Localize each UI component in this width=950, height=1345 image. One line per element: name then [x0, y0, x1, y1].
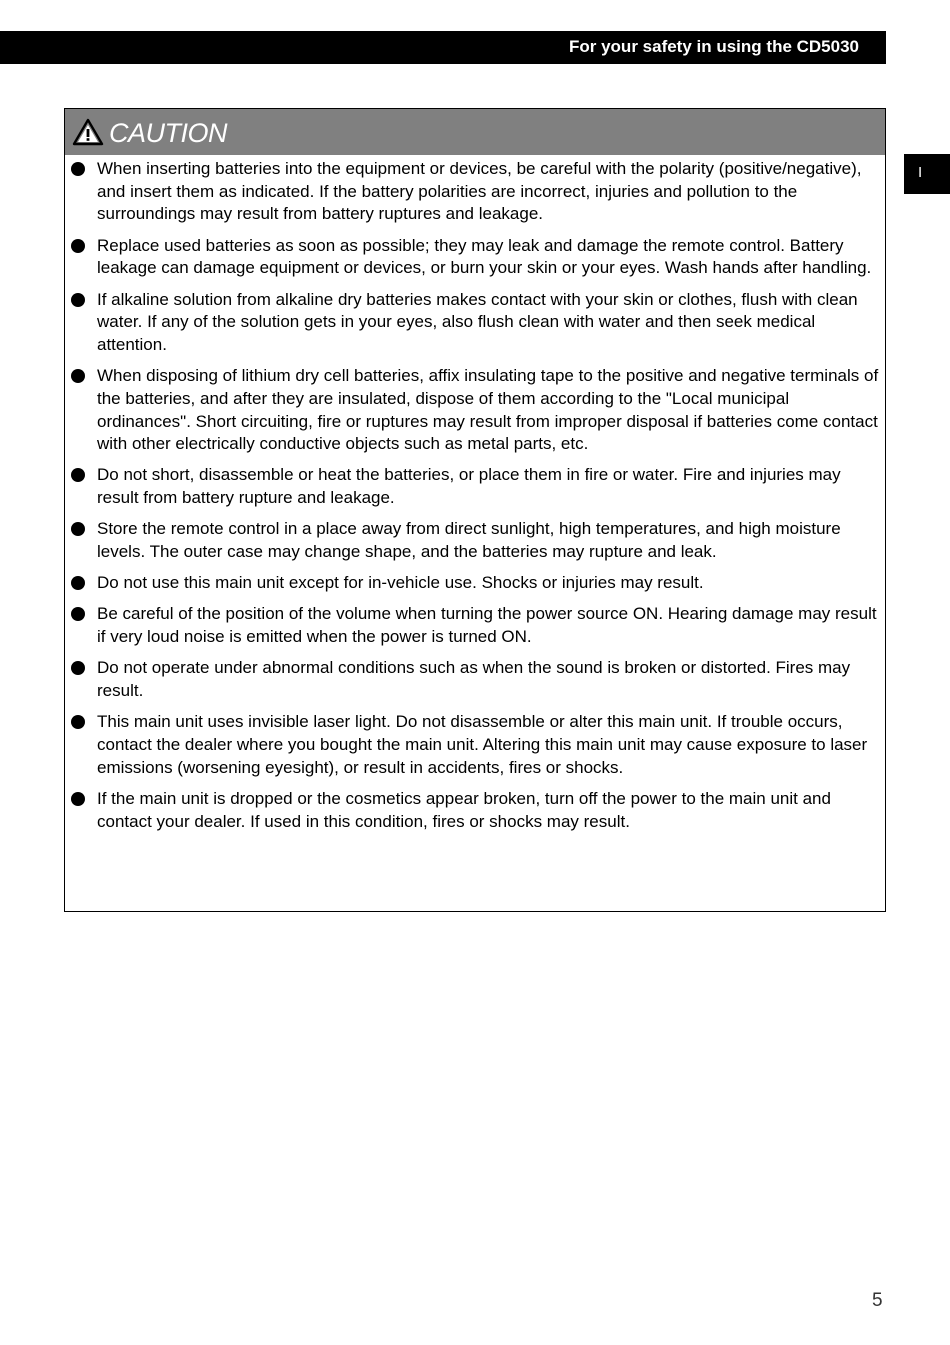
bullet-icon [71, 715, 85, 729]
caution-item [65, 289, 885, 357]
caution-item-text: If the main unit is dropped or the cosmetics appear broken, turn off the power to the main unit and contact your dealer. If used in this condition, fires or shocks may result. [97, 788, 831, 831]
header-title: For your safety in using the CD5030 [568, 37, 859, 56]
caution-item-text: Do not short, disassemble or heat the batteries, or place them in fire or water. Fire and injuries may result from battery rupture and leakage. [97, 465, 841, 508]
caution-item [65, 788, 885, 833]
bullet-icon [71, 239, 85, 253]
caution-box [64, 108, 886, 912]
bullet-icon [71, 661, 85, 675]
caution-item-text: Do not use this main unit except for in-vehicle use. Shocks or injuries may result. [97, 573, 704, 593]
bullet-icon [71, 369, 85, 383]
caution-item-text: When inserting batteries into the equipment or devices, be careful with the polarity (positive/negative), and insert them as indicated. If the battery polarities are incorrect, injuries and pollution to the surroundings may result from battery ruptures and leakage. [97, 159, 862, 224]
caution-item [65, 235, 885, 280]
caution-item [65, 464, 885, 509]
bullet-icon [71, 792, 85, 806]
caution-item [65, 572, 885, 595]
caution-item [65, 518, 885, 563]
caution-item-text: Store the remote control in a place away from direct sunlight, high temperatures, and high moisture levels. The outer case may change shape, and the batteries may rupture and leak. [97, 519, 841, 562]
caution-item-text: When disposing of lithium dry cell batteries, affix insulating tape to the positive and negative terminals of the batteries, and after they are insulated, dispose of them according to the "Local municipal ordinances". Short circuiting, fire or ruptures may result from improper disposal if batteries come contact with other electrically conductive objects such as metal parts, etc. [97, 366, 879, 454]
caution-item [65, 603, 885, 648]
bullet-icon [71, 162, 85, 176]
warning-triangle-icon [72, 118, 104, 146]
caution-item-text: This main unit uses invisible laser light. Do not disassemble or alter this main unit. If trouble occurs, contact the dealer where you bought the main unit. Altering this main unit may cause exposure to laser emissions (worsening eyesight), or result in accidents, fires or shocks. [97, 712, 868, 777]
caution-item-text: If alkaline solution from alkaline dry batteries makes contact with your skin or clothes, flush with clean water. If any of the solution gets in your eyes, also flush clean with water and then seek medical attention. [97, 289, 858, 354]
caution-list [65, 155, 885, 842]
caution-header [65, 109, 885, 155]
caution-item-text: Replace used batteries as soon as possible; they may leak and damage the remote control. Battery leakage can damage equipment or devices, or burn your skin or your eyes. Wash hands after handling. [97, 235, 872, 278]
caution-item [65, 657, 885, 702]
caution-item [65, 365, 885, 456]
caution-item-text: Do not operate under abnormal conditions such as when the sound is broken or distorted. Fires may result. [97, 658, 851, 701]
bullet-icon [71, 607, 85, 621]
caution-item [65, 158, 885, 226]
bullet-icon [71, 576, 85, 590]
bullet-icon [71, 522, 85, 536]
bullet-icon [71, 468, 85, 482]
caution-item [65, 711, 885, 779]
bullet-icon [71, 293, 85, 307]
header-bar [0, 31, 886, 64]
caution-item-text: Be careful of the position of the volume when turning the power source ON. Hearing damage may result if very loud noise is emitted when the power is turned ON. [97, 604, 877, 647]
page-number: 5 [872, 1290, 883, 1311]
caution-title: CAUTION [109, 118, 227, 148]
section-tab [904, 154, 950, 194]
section-tab-label: I [918, 164, 923, 181]
